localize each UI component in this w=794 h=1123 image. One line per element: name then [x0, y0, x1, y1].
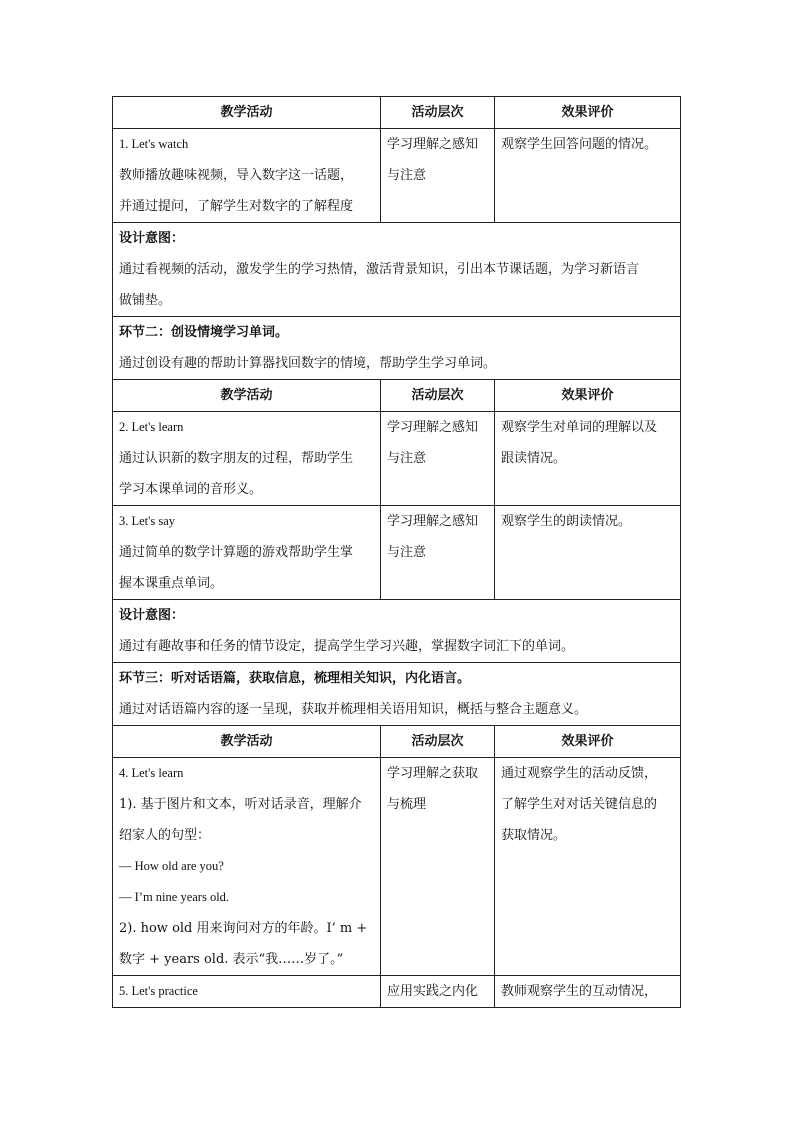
- activity-cell: [113, 506, 381, 600]
- level-text: 学习理解之感知: [387, 514, 479, 529]
- activity-title: 5. Let's practice: [119, 984, 198, 998]
- stage-row: [113, 663, 681, 726]
- dialogue-line: — I’m nine years old.: [119, 890, 230, 904]
- design-intent-text: 通过看视频的活动，激发学生的学习热情，激活背景知识，引出本节课话题，为学习新语言: [119, 262, 640, 277]
- activity-title: 1. Let's watch: [119, 137, 189, 151]
- design-intent-text: 做铺垫。: [119, 293, 172, 308]
- activity-title: 4. Let's learn: [119, 766, 184, 780]
- activity-desc: 通过认识新的数字朋友的过程，帮助学生: [119, 451, 354, 466]
- design-intent-cell: [113, 223, 681, 317]
- table-row: [113, 412, 681, 506]
- design-intent-label: 设计意图：: [119, 608, 185, 623]
- stage-title: 环节二：创设情境学习单词。: [119, 325, 289, 340]
- lesson-plan-table: [112, 96, 681, 1008]
- level-text: 与注意: [387, 451, 427, 466]
- dialogue-line: — How old are you?: [119, 859, 224, 873]
- activity-title: 3. Let's say: [119, 514, 176, 528]
- level-cell: [381, 412, 495, 506]
- effect-text: 观察学生的朗读情况。: [501, 514, 632, 529]
- level-text: 与梳理: [387, 797, 427, 812]
- design-intent-text: 通过有趣故事和任务的情节设定，提高学生学习兴趣，掌握数字词汇下的单词。: [119, 639, 575, 654]
- activity-cell: [113, 758, 381, 976]
- effect-cell: [495, 758, 681, 976]
- header-level: 活动层次: [381, 380, 495, 412]
- activity-desc: 2). how old 用来询问对方的年龄。I’ m +: [119, 921, 368, 936]
- table-header-row: [113, 726, 681, 758]
- design-intent-label: 设计意图：: [119, 231, 185, 246]
- level-cell: [381, 758, 495, 976]
- effect-text: 跟读情况。: [501, 451, 567, 466]
- level-text: 学习理解之获取: [387, 766, 479, 781]
- activity-desc: 1). 基于图片和文本，听对话录音，理解介: [119, 797, 362, 812]
- table-header-row: [113, 380, 681, 412]
- design-intent-row: [113, 600, 681, 663]
- effect-text: 观察学生回答问题的情况。: [501, 137, 658, 152]
- stage-text: 通过创设有趣的帮助计算器找回数字的情境，帮助学生学习单词。: [119, 356, 497, 371]
- header-effect: 效果评价: [495, 380, 681, 412]
- header-effect: 效果评价: [495, 97, 681, 129]
- stage-text: 通过对话语篇内容的逐一呈现，获取并梳理相关语用知识，概括与整合主题意义。: [119, 702, 588, 717]
- activity-cell: [113, 976, 381, 1008]
- header-effect: 效果评价: [495, 726, 681, 758]
- activity-cell: [113, 412, 381, 506]
- level-cell: [381, 129, 495, 223]
- header-activity: 教学活动: [113, 380, 381, 412]
- effect-cell: [495, 129, 681, 223]
- activity-desc: 绍家人的句型：: [119, 828, 211, 843]
- level-text: 学习理解之感知: [387, 137, 479, 152]
- effect-text: 获取情况。: [501, 828, 567, 843]
- stage-cell: [113, 663, 681, 726]
- effect-text: 教师观察学生的互动情况，: [501, 984, 658, 999]
- stage-row: [113, 317, 681, 380]
- stage-title: 环节三：听对话语篇，获取信息，梳理相关知识，内化语言。: [119, 671, 471, 686]
- stage-cell: [113, 317, 681, 380]
- activity-desc: 数字 + years old. 表示“我……岁了。”: [119, 952, 344, 967]
- level-text: 与注意: [387, 545, 427, 560]
- activity-title: 2. Let's learn: [119, 420, 184, 434]
- effect-text: 观察学生对单词的理解以及: [501, 420, 658, 435]
- design-intent-row: [113, 223, 681, 317]
- table-row: [113, 976, 681, 1008]
- effect-cell: [495, 976, 681, 1008]
- level-cell: [381, 506, 495, 600]
- header-activity: 教学活动: [113, 97, 381, 129]
- activity-cell: [113, 129, 381, 223]
- effect-cell: [495, 412, 681, 506]
- level-text: 学习理解之感知: [387, 420, 479, 435]
- activity-desc: 学习本课单词的音形义。: [119, 482, 263, 497]
- level-text: 与注意: [387, 168, 427, 183]
- activity-desc: 教师播放趣味视频，导入数字这一话题，: [119, 168, 354, 183]
- table-row: [113, 506, 681, 600]
- header-level: 活动层次: [381, 97, 495, 129]
- table-header-row: [113, 97, 681, 129]
- activity-desc: 握本课重点单词。: [119, 576, 224, 591]
- level-cell: [381, 976, 495, 1008]
- header-level: 活动层次: [381, 726, 495, 758]
- activity-desc: 通过简单的数学计算题的游戏帮助学生掌: [119, 545, 354, 560]
- design-intent-cell: [113, 600, 681, 663]
- level-text: 应用实践之内化: [387, 984, 479, 999]
- activity-desc: 并通过提问，了解学生对数字的了解程度: [119, 199, 354, 214]
- header-activity: 教学活动: [113, 726, 381, 758]
- effect-text: 了解学生对对话关键信息的: [501, 797, 658, 812]
- effect-text: 通过观察学生的活动反馈，: [501, 766, 658, 781]
- effect-cell: [495, 506, 681, 600]
- table-row: [113, 758, 681, 976]
- table-row: [113, 129, 681, 223]
